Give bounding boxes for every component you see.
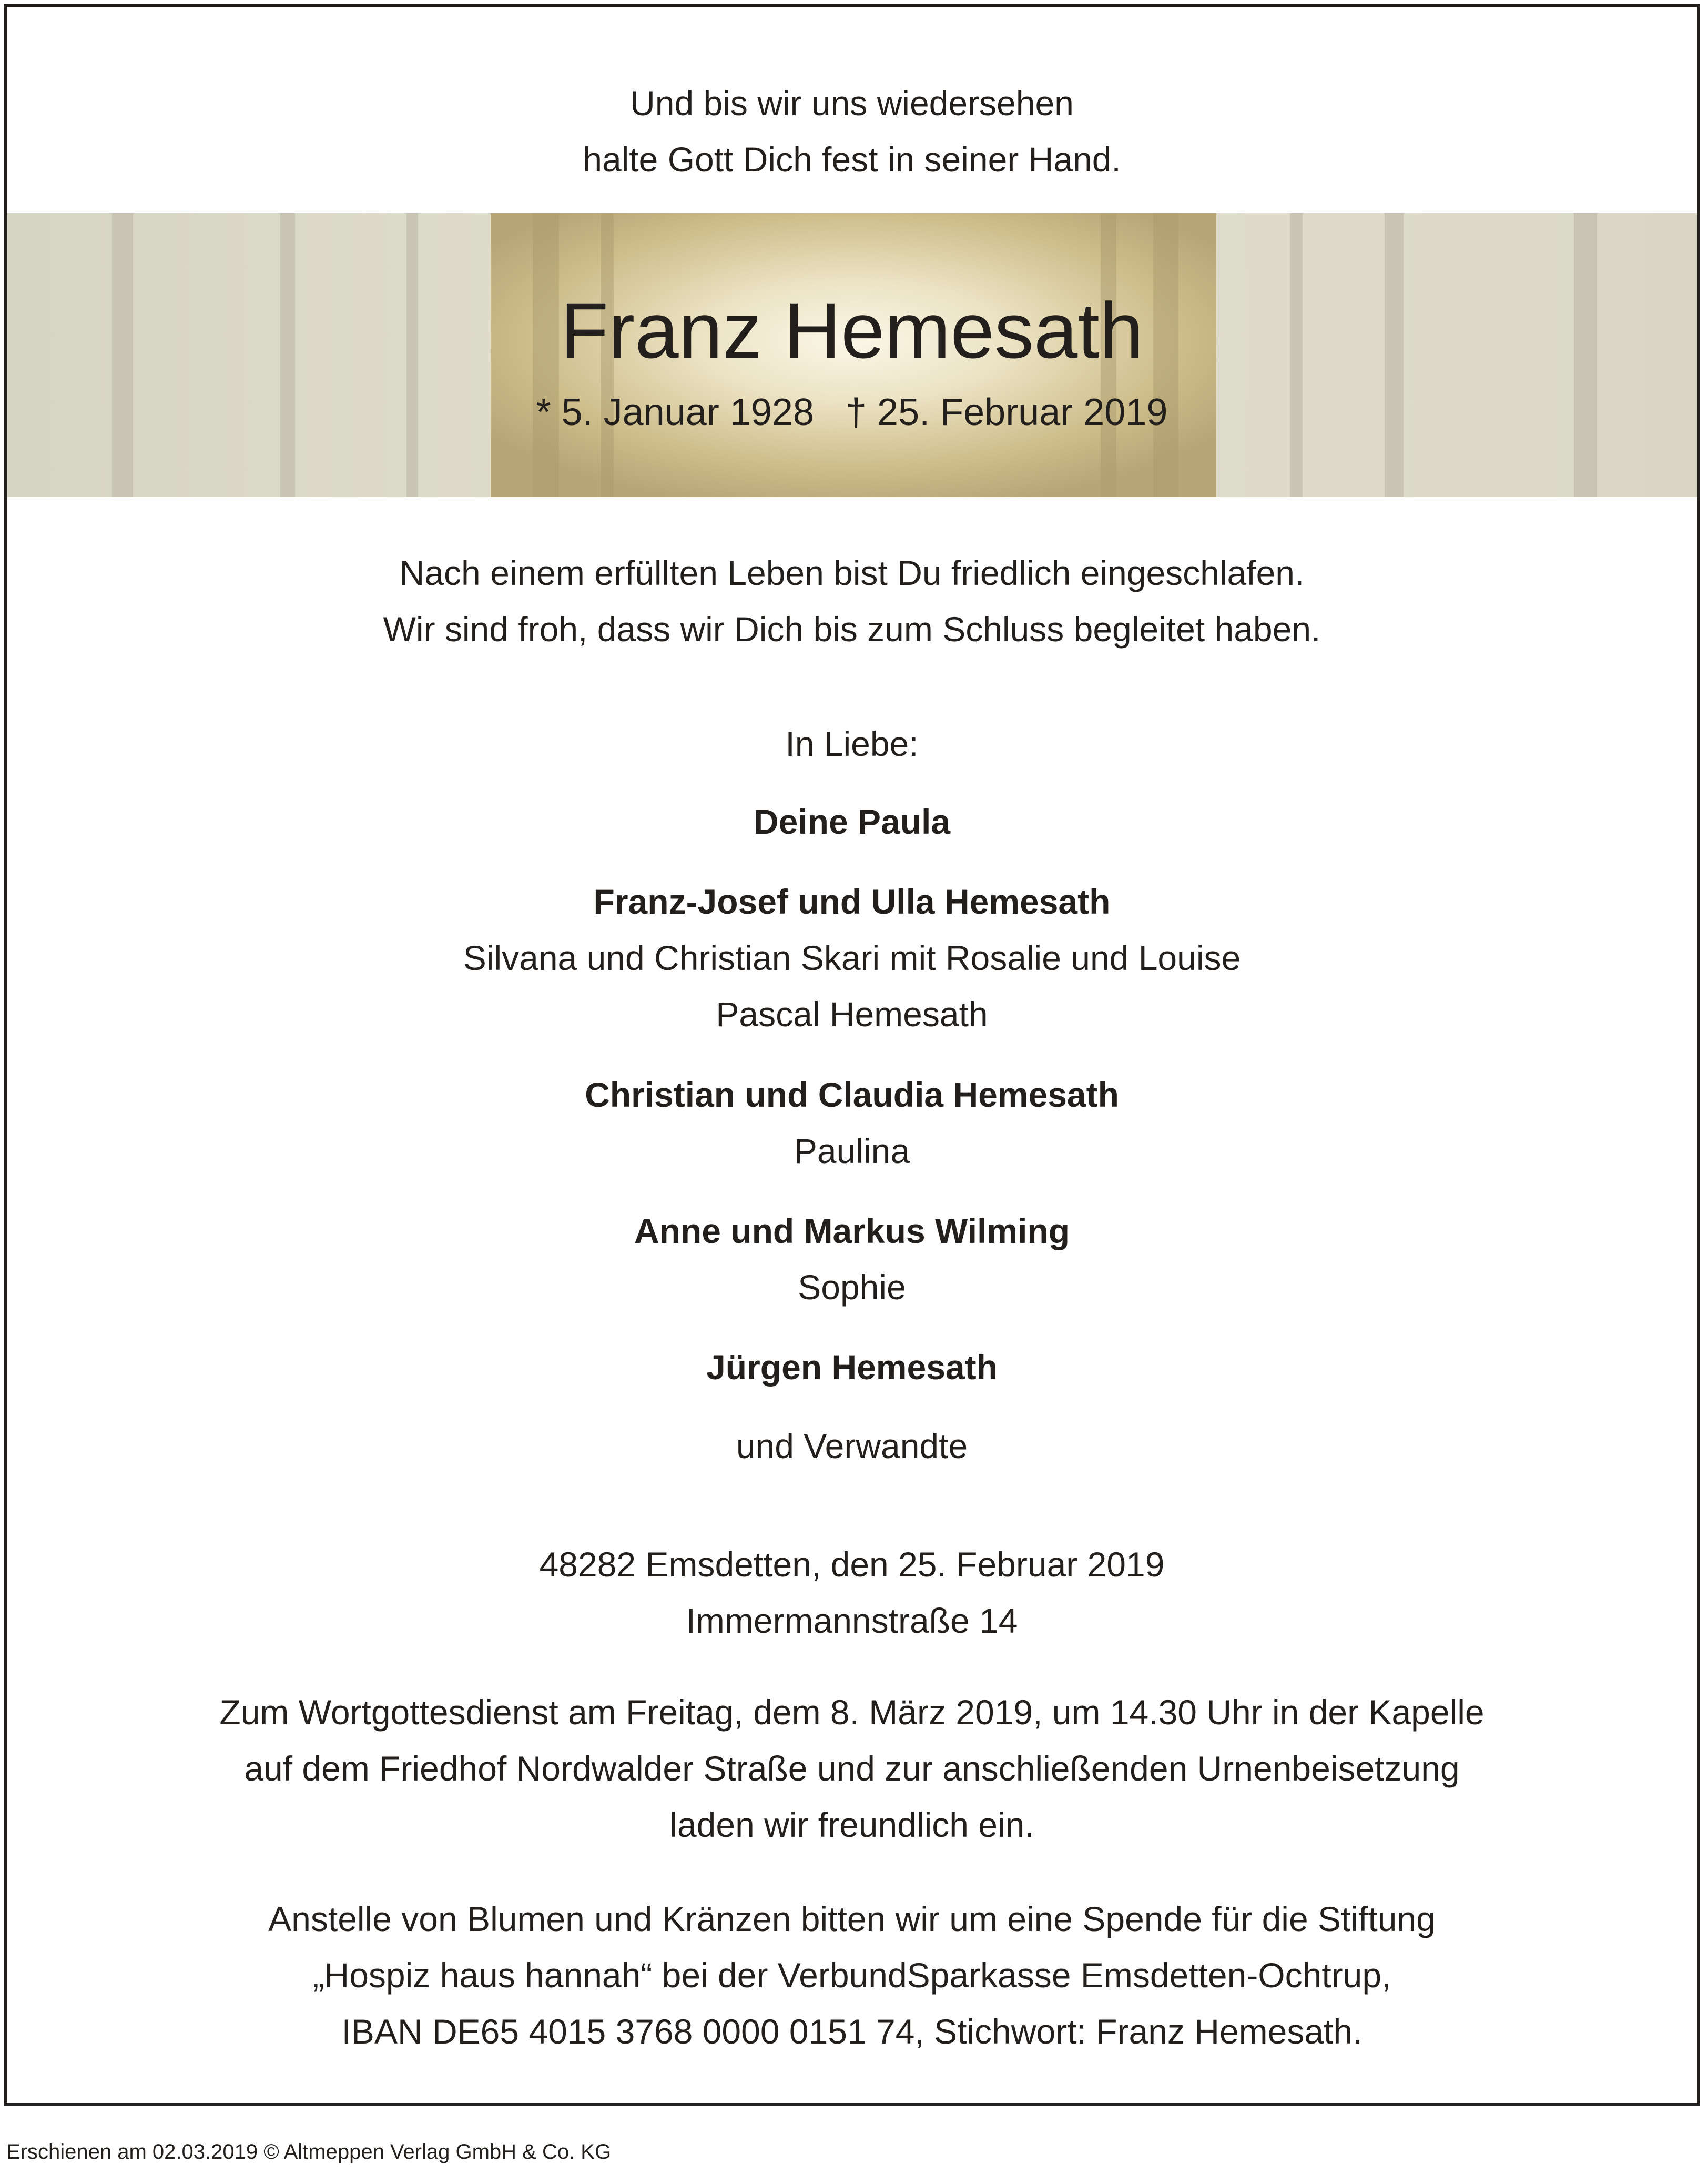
obituary-frame: [4, 4, 1700, 2106]
publication-footer: Erschienen am 02.03.2019 © Altmeppen Verlag GmbH & Co. KG: [6, 2140, 612, 2163]
service-line: laden wir freundlich ein.: [669, 1805, 1034, 1844]
intro-line: Nach einem erfüllten Leben bist Du friedlich eingeschlafen.: [399, 553, 1305, 592]
verse: [7, 75, 1697, 188]
mourner-line: Paulina: [794, 1131, 910, 1170]
donation-line: IBAN DE65 4015 3768 0000 0151 74, Stichwort: Franz Hemesath.: [341, 2012, 1363, 2051]
verse-line: halte Gott Dich fest in seiner Hand.: [583, 140, 1121, 179]
service-line: Zum Wortgottesdienst am Freitag, dem 8. März 2019, um 14.30 Uhr in der Kapelle: [219, 1693, 1485, 1732]
mourner-line: Pascal Hemesath: [716, 995, 988, 1034]
mourner-relatives: und Verwandte: [736, 1427, 968, 1465]
mourner-paula: Deine Paula: [753, 802, 951, 841]
address-line: 48282 Emsdetten, den 25. Februar 2019: [539, 1545, 1165, 1584]
mourner-group-head: Franz-Josef und Ulla Hemesath: [593, 882, 1111, 921]
service-line: auf dem Friedhof Nordwalder Straße und zur anschließenden Urnenbeisetzung: [244, 1749, 1460, 1788]
in-liebe: In Liebe:: [785, 724, 919, 763]
intro-text: [7, 545, 1697, 658]
mourner-line: Silvana und Christian Skari mit Rosalie und Louise: [463, 938, 1241, 977]
mourner-group-head: Christian und Claudia Hemesath: [585, 1075, 1119, 1114]
donation-line: Anstelle von Blumen und Kränzen bitten wir um eine Spende für die Stiftung: [268, 1899, 1436, 1938]
intro-line: Wir sind froh, dass wir Dich bis zum Schluss begleitet haben.: [383, 610, 1321, 649]
donation-line: „Hospiz haus hannah“ bei der VerbundSparkasse Emsdetten-Ochtrup,: [312, 1956, 1391, 1995]
life-dates: * 5. Januar 1928 † 25. Februar 2019: [536, 391, 1168, 433]
mourner-group-head: Anne und Markus Wilming: [634, 1211, 1070, 1250]
verse-line: Und bis wir uns wiedersehen: [630, 84, 1074, 123]
deceased-name: Franz Hemesath: [560, 286, 1144, 375]
mourner-group-head: Jürgen Hemesath: [706, 1348, 998, 1387]
address-line: Immermannstraße 14: [686, 1601, 1018, 1640]
mourner-line: Sophie: [798, 1268, 906, 1307]
